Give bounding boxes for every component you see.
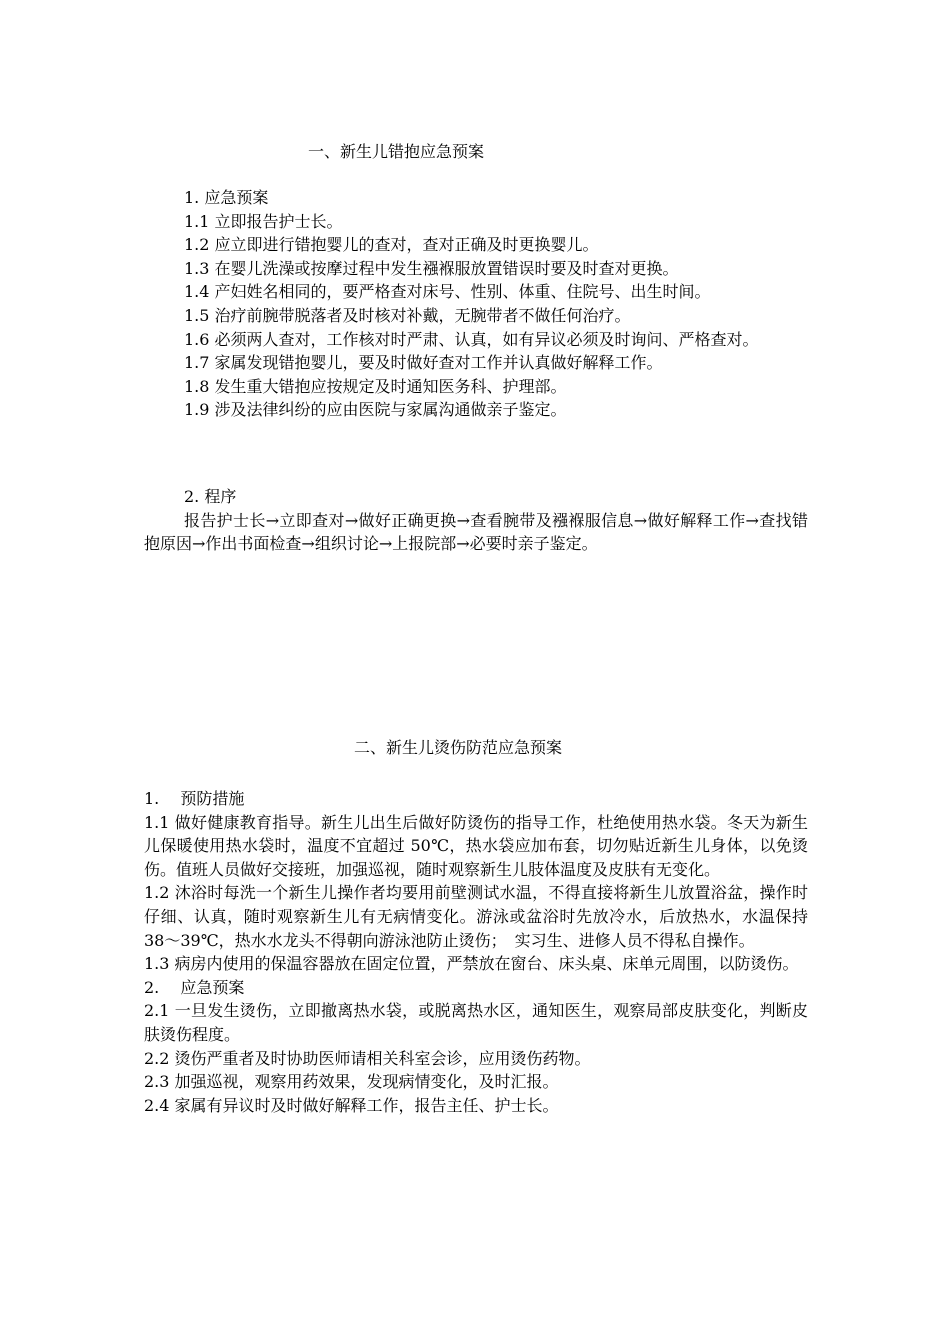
section2-plan-item: 2.4 家属有异议时及时做好解释工作，报告主任、护士长。 bbox=[144, 1095, 559, 1115]
section2-prevent-item: 1.3 病房内使用的保温容器放在固定位置，严禁放在窗台、床头桌、床单元周围，以防烫伤。 bbox=[144, 954, 799, 974]
section2-prevent-item: 1.2 沐浴时每洗一个新生儿操作者均要用前壁测试水温，不得直接将新生儿放置浴盆，操作时仔细、认真，随时观察新生儿有无病情变化。游泳或盆浴时先放冷水，后放热水，水温保持 38～39℃，热水水龙头不得朝向游泳池防止烫伤； 实习生、进修人员不得私自操作。 bbox=[144, 883, 808, 950]
section1-item: 1.5 治疗前腕带脱落者及时核对补戴，无腕带者不做任何治疗。 bbox=[184, 305, 631, 325]
section2-plan-item: 2.3 加强巡视，观察用药效果，发现病情变化，及时汇报。 bbox=[144, 1072, 559, 1092]
section2-plan-heading: 2. 应急预案 bbox=[144, 977, 245, 997]
section1-plan-heading: 1. 应急预案 bbox=[184, 188, 269, 207]
section1-procedure-heading: 2. 程序 bbox=[184, 487, 237, 506]
section2-plan-item: 2.2 烫伤严重者及时协助医师请相关科室会诊，应用烫伤药物。 bbox=[144, 1048, 591, 1068]
section1-item: 1.7 家属发现错抱婴儿，要及时做好查对工作并认真做好解释工作。 bbox=[184, 353, 663, 373]
section1-item: 1.4 产妇姓名相同的，要严格查对床号、性别、体重、住院号、出生时间。 bbox=[184, 282, 711, 302]
section1-title: 一、新生儿错抱应急预案 bbox=[308, 142, 485, 161]
section2-prevent-item: 1.1 做好健康教育指导。新生儿出生后做好防烫伤的指导工作，杜绝使用热水袋。冬天为新生儿保暖使用热水袋时，温度不宜超过 50℃，热水袋应加布套，切勿贴近新生儿身体，以免烫伤。值班人员做好交接班，加强巡视，随时观察新生儿肢体温度及皮肤有无变化。 bbox=[144, 812, 808, 879]
section2-prevent-heading: 1. 预防措施 bbox=[144, 789, 245, 808]
section1-item: 1.3 在婴儿洗澡或按摩过程中发生襁褓服放置错误时要及时查对更换。 bbox=[184, 258, 679, 278]
section2-content bbox=[144, 787, 808, 1117]
section1-procedure bbox=[144, 485, 808, 556]
section1-procedure-text: 报告护士长→立即查对→做好正确更换→查看腕带及襁褓服信息→做好解释工作→查找错抱原因→作出书面检查→组织讨论→上报院部→必要时亲子鉴定。 bbox=[144, 510, 808, 554]
section2-title: 二、新生儿烫伤防范应急预案 bbox=[354, 738, 563, 757]
section1-item: 1.9 涉及法律纠纷的应由医院与家属沟通做亲子鉴定。 bbox=[184, 400, 567, 420]
section1-plan bbox=[144, 186, 808, 422]
section1-item: 1.6 必须两人查对，工作核对时严肃、认真，如有异议必须及时询问、严格查对。 bbox=[184, 329, 759, 349]
section1-item: 1.1 立即报告护士长。 bbox=[184, 211, 343, 231]
section1-item: 1.2 应立即进行错抱婴儿的查对，查对正确及时更换婴儿。 bbox=[184, 235, 599, 255]
section1-item: 1.8 发生重大错抱应按规定及时通知医务科、护理部。 bbox=[184, 376, 567, 396]
section2-plan-item: 2.1 一旦发生烫伤，立即撤离热水袋，或脱离热水区，通知医生，观察局部皮肤变化，判断皮肤烫伤程度。 bbox=[144, 1001, 808, 1044]
